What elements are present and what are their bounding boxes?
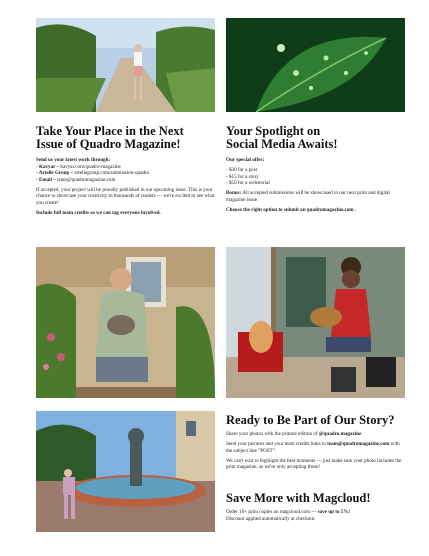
- credits-note: Include full team credits so we can tag everyone involved.: [36, 210, 161, 217]
- contact-kavyar-name: Kavyar: [38, 163, 56, 170]
- offer-item: - $50 for a webstorial: [226, 180, 270, 187]
- photo-woman-at-fountain: [36, 411, 215, 532]
- contact-artelle-link[interactable]: artellegroup.com/submission-quadro: [74, 170, 150, 177]
- bonus-text: All accepted submissions will be showcased in our next print and digital magazine issue.: [226, 190, 390, 203]
- choose-option-text[interactable]: Choose the right option to submit on quadromagazine.com .: [226, 207, 357, 214]
- contact-artelle: - Artelle Group – artellegroup.com/submission-quadro: [36, 170, 150, 177]
- send-intro: Send us your latest work through:: [36, 157, 111, 163]
- order-line: [226, 509, 406, 516]
- story-heading: Ready to Be Part of Our Story?: [226, 413, 395, 427]
- bonus-paragraph: [226, 190, 406, 203]
- send-suffix: with the subject line "POST".: [226, 441, 400, 454]
- order-prefix: Order 10+ print copies on magcloud.com —: [226, 509, 317, 515]
- offer-list: [226, 167, 406, 187]
- submission-body: If accepted, your project will be proudly published in our upcoming issue. This is your chance to showcase your creativity to thousands of readers — we're excited to see what you create!: [36, 186, 215, 207]
- contact-email-name: Email: [38, 176, 53, 183]
- send-email[interactable]: team@quadromagazine.com: [327, 441, 390, 448]
- spotlight-heading: [226, 125, 406, 151]
- photo-woman-on-country-road: [36, 18, 215, 112]
- submission-heading: [36, 125, 221, 151]
- contact-email: - Email – team@quadromagazine.com: [36, 176, 116, 183]
- submission-details: [36, 157, 221, 220]
- photo-leaf-with-water-drops: [226, 18, 405, 112]
- contact-kavyar-link[interactable]: kavyar.com/quadro-magazine: [60, 163, 121, 170]
- share-prefix: Share your photos with the printed edition of: [226, 431, 318, 437]
- spotlight-heading-line-1: Your Spotlight on: [226, 124, 321, 138]
- share-brand[interactable]: @quadro.magazine: [318, 431, 362, 437]
- contact-kavyar: - Kavyar – kavyar.com/quadro-magazine: [36, 163, 121, 170]
- offer-details: [226, 157, 406, 217]
- contact-list: [36, 164, 221, 184]
- contact-email-link[interactable]: team@quadromagazine.com: [57, 176, 116, 183]
- highlight-text: We can't wait to highlight the best moments — just make sure your photo includes the print magazine, as we're only accepting those!: [226, 457, 402, 471]
- contact-artelle-name: Artelle Group: [38, 170, 70, 177]
- magcloud-heading: Save More with Magcloud!: [226, 491, 371, 505]
- story-details: [226, 431, 406, 474]
- submission-heading-line-2: Issue of Quadro Magazine!: [36, 137, 181, 151]
- photo-man-with-cat-in-garden: [36, 247, 215, 398]
- offer-item: - $30 for a post: [226, 167, 258, 174]
- magcloud-details: [226, 509, 406, 522]
- send-prefix: Send your pictures and your team credits links to: [226, 441, 326, 448]
- send-line: [226, 441, 406, 454]
- submission-heading-line-1: Take Your Place in the Next: [36, 124, 184, 138]
- share-line: [226, 431, 406, 438]
- bonus-label: Bonus:: [226, 190, 242, 197]
- spotlight-heading-line-2: Social Media Awaits!: [226, 137, 338, 151]
- photo-street-musician-with-guitar: [226, 247, 405, 398]
- discount-note: Discount applied automatically at checkout.: [226, 515, 316, 522]
- order-bold: save up to 5%!: [317, 509, 351, 515]
- offer-title: Our special offer:: [226, 157, 265, 163]
- offer-item: - $15 for a story: [226, 173, 259, 180]
